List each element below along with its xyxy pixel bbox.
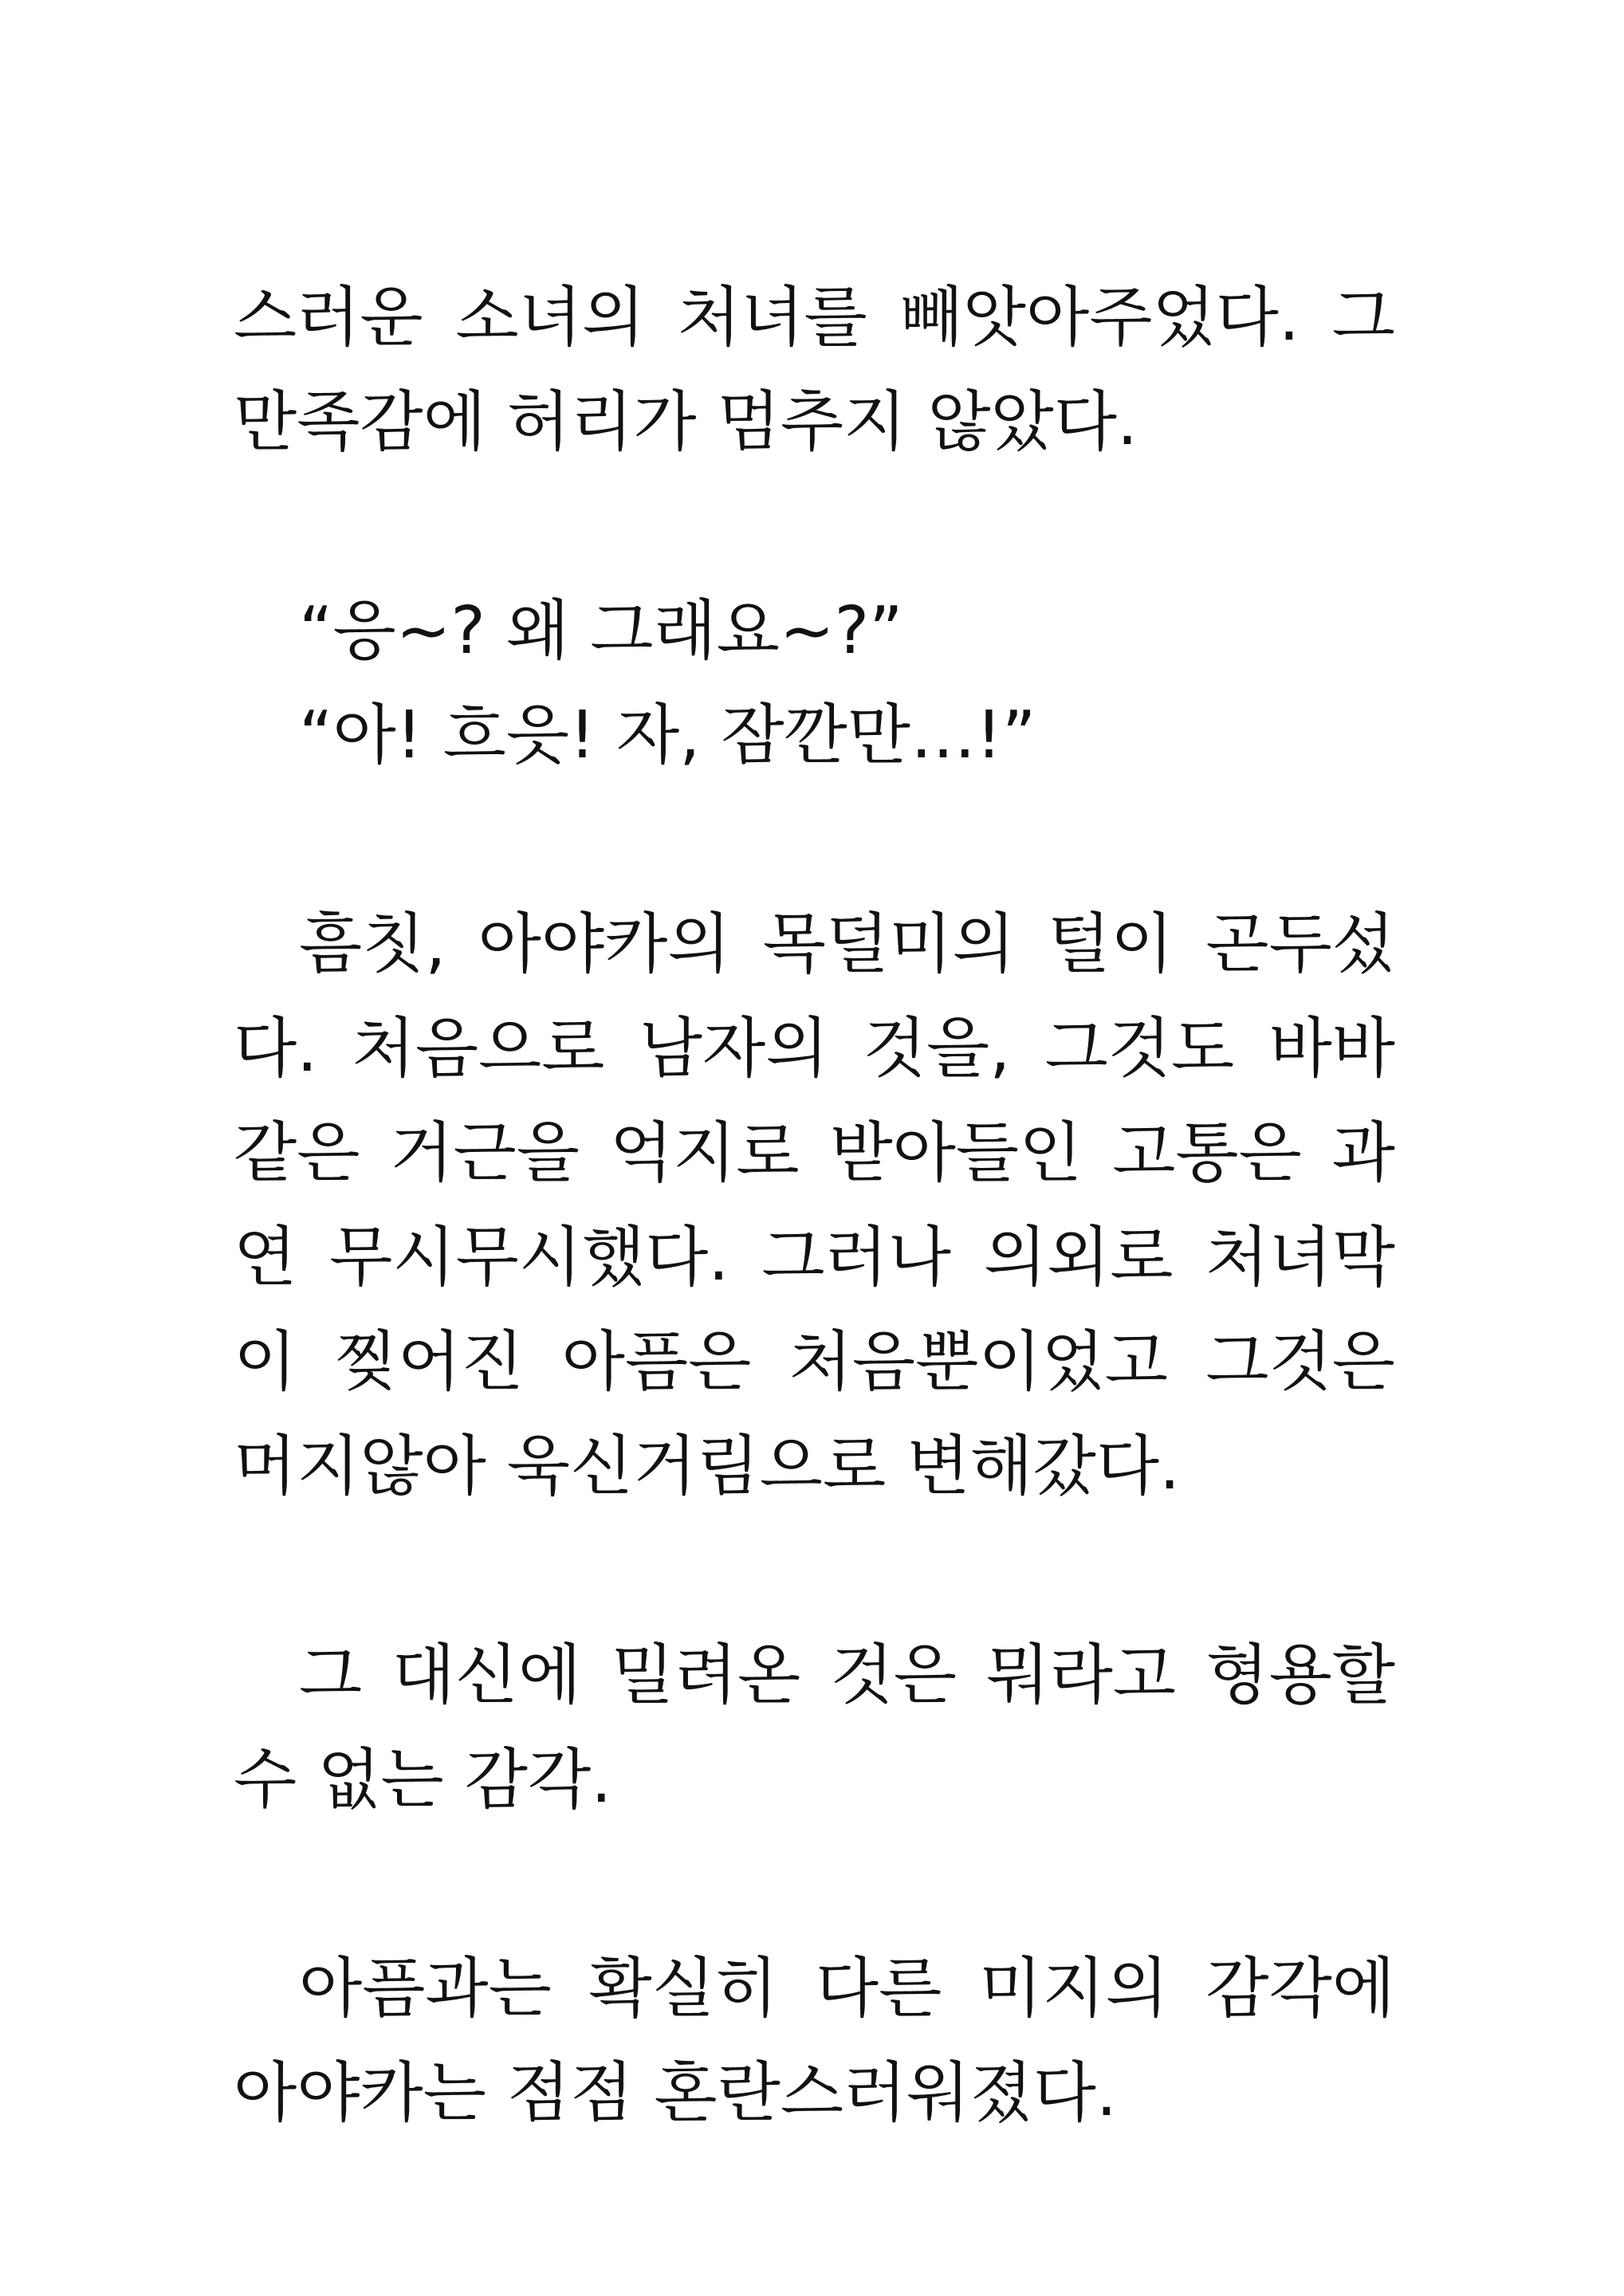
paragraph-gap <box>234 1519 1395 1623</box>
paragraph-gap <box>234 1832 1395 1936</box>
paragraph: 아픔과는 확실히 다른 미지의 감각에 아야카는 점점 혼란스러워졌다. <box>234 1951 1395 2131</box>
dialogue-line: “아! 흐읏! 자, 잠깐만…!” <box>299 698 1036 773</box>
paragraph-gap <box>234 474 1395 579</box>
paragraph: 흠칫, 아야카의 목덜미의 털이 곤두섰다. 처음으로 남자의 것을, 그것도 바바 같은 거근을 억지로 받아들인 고통은 과연 무시무시했다. 그러나 의외로 처녀막이 찢어진 아픔은 처음뿐이었고 그것은 머지않아 욱신거림으로 변해갔다. <box>234 906 1395 1504</box>
body-text <box>234 265 1395 2145</box>
dialogue-line: “응~? 왜 그래요~?” <box>299 593 903 669</box>
paragraph: 스러운 소녀의 처녀를 빼앗아주었다. 그 만족감에 허리가 멈추지 않았다. <box>234 280 1395 460</box>
paragraph-gap <box>234 788 1395 892</box>
paragraph: 그 대신에 밀려온 것은 뭐라고 형용할 수 없는 감각. <box>234 1637 1395 1818</box>
